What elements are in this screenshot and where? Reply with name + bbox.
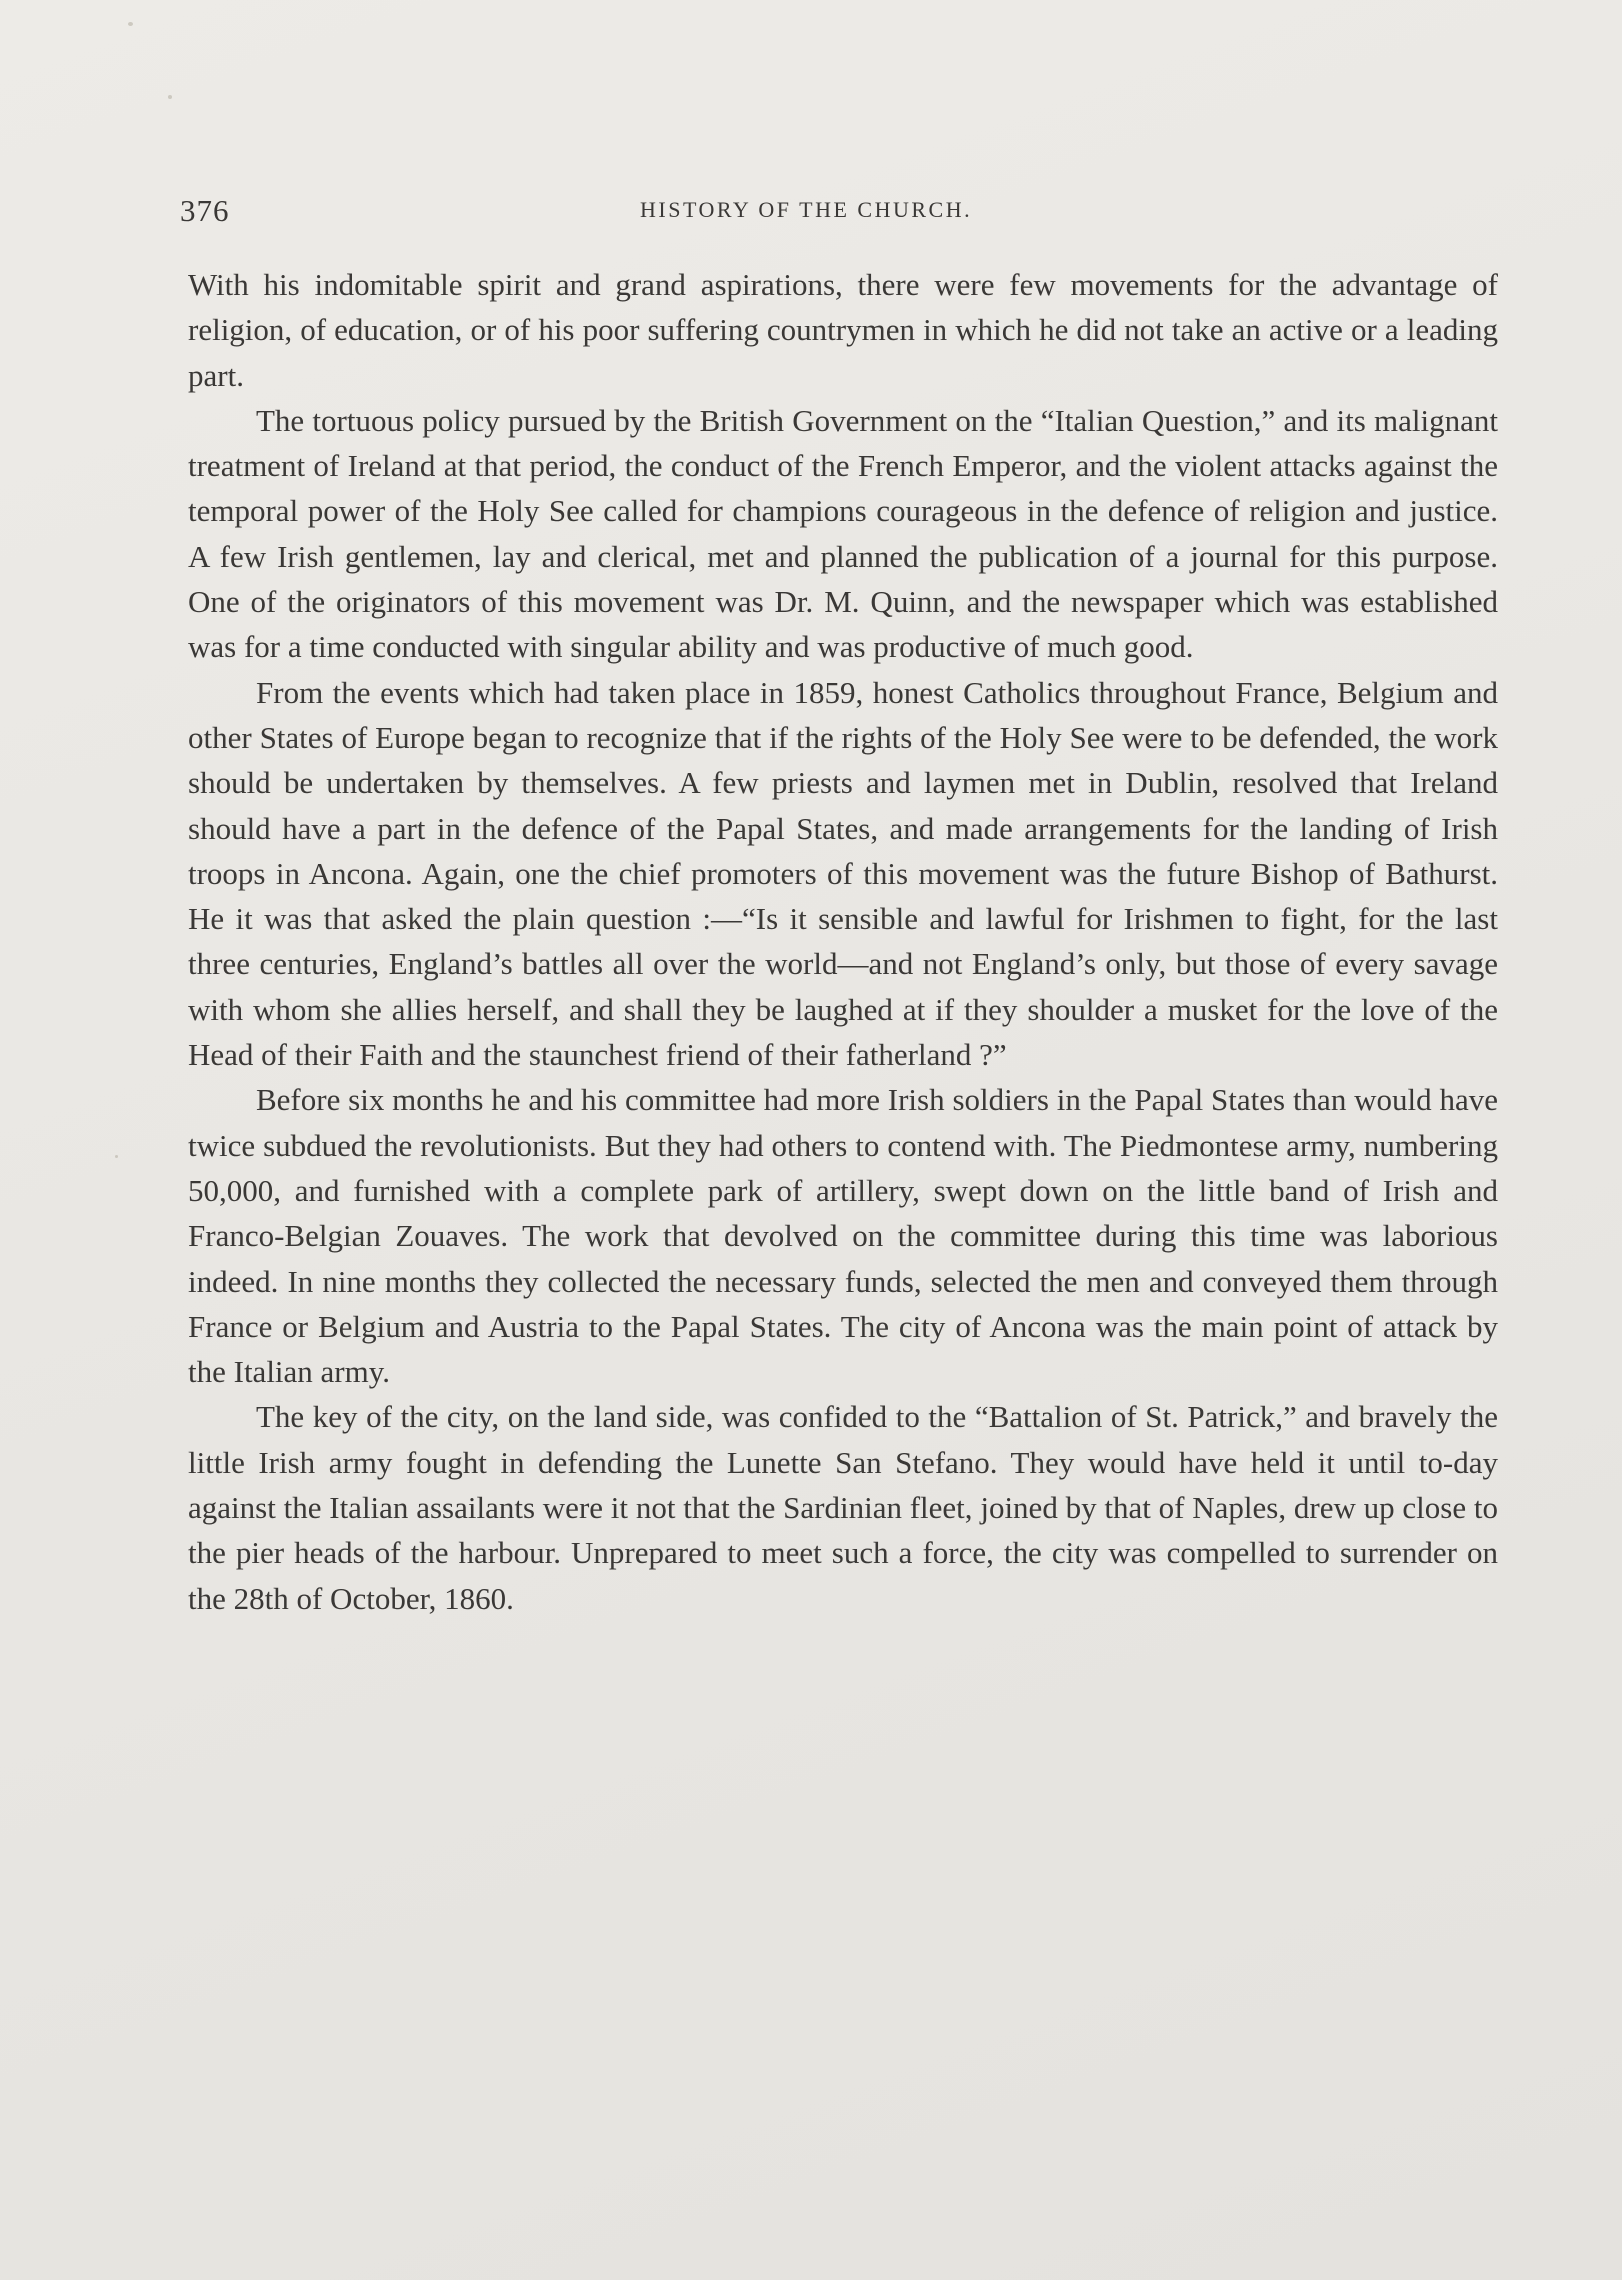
paragraph: Before six months he and his committee had more Irish soldiers in the Papal States than would have twice subdued the revolutionists. But they had others to contend with. The Piedmontese army, numbering 50,000, and furnished with a complete park of artillery, swept down on the little band of Irish and Franco-Belgian Zouaves. The work that devolved on the committee during this time was laborious indeed. In nine months they collected the necessary funds, selected the men and conveyed them through France or Belgium and Austria to the Papal States. The city of Ancona was the main point of attack by the Italian army. (188, 1082, 1498, 1390)
paragraph: From the events which had taken place in 1859, honest Catholics throughout France, Belgium and other States of Europe began to recognize that if the rights of the Holy See were to be defended, the work should be undertaken by themselves. A few priests and laymen met in Dublin, resolved that Ireland should have a part in the defence of the Papal States, and made arrangements for the landing of Irish troops in Ancona. Again, one the chief promoters of this movement was the future Bishop of Bathurst. He it was that asked the plain question :—“Is it sensible and lawful for Irishmen to fight, for the last three centuries, England’s battles all over the world—and not England’s only, but those of every savage with whom she allies herself, and shall they be laughed at if they shoulder a musket for the love of the Head of their Faith and the staunchest friend of their fatherland ?” (188, 674, 1498, 1073)
paper-speck (115, 1155, 118, 1158)
running-header (180, 193, 1503, 233)
paragraph: The tortuous policy pursued by the British Government on the “Italian Question,” and its malignant treatment of Ireland at that period, the conduct of the French Emperor, and the violent attacks against the temporal power of the Holy See called for champions courageous in the defence of religion and justice. A few Irish gentlemen, lay and clerical, met and planned the publication of a journal for this purpose. One of the originators of this movement was Dr. M. Quinn, and the newspaper which was established was for a time conducted with singular ability and was productive of much good. (188, 402, 1498, 665)
paper-speck (168, 95, 172, 99)
paragraph: The key of the city, on the land side, was confided to the “Battalion of St. Patrick,” and bravely the little Irish army fought in defending the Lunette San Stefano. They would have held it until to-day against the Italian assailants were it not that the Sardinian fleet, joined by that of Naples, drew up close to the pier heads of the harbour. Unprepared to meet such a force, the city was compelled to surrender on the 28th of October, 1860. (188, 1399, 1498, 1616)
page-number: 376 (180, 193, 230, 228)
paper-speck (128, 22, 133, 26)
body-text (188, 262, 1498, 1621)
running-title: HISTORY OF THE CHURCH. (640, 197, 973, 222)
paragraph: With his indomitable spirit and grand aspirations, there were few movements for the advantage of religion, of education, or of his poor suffering countrymen in which he did not take an active or a leading part. (188, 267, 1498, 393)
